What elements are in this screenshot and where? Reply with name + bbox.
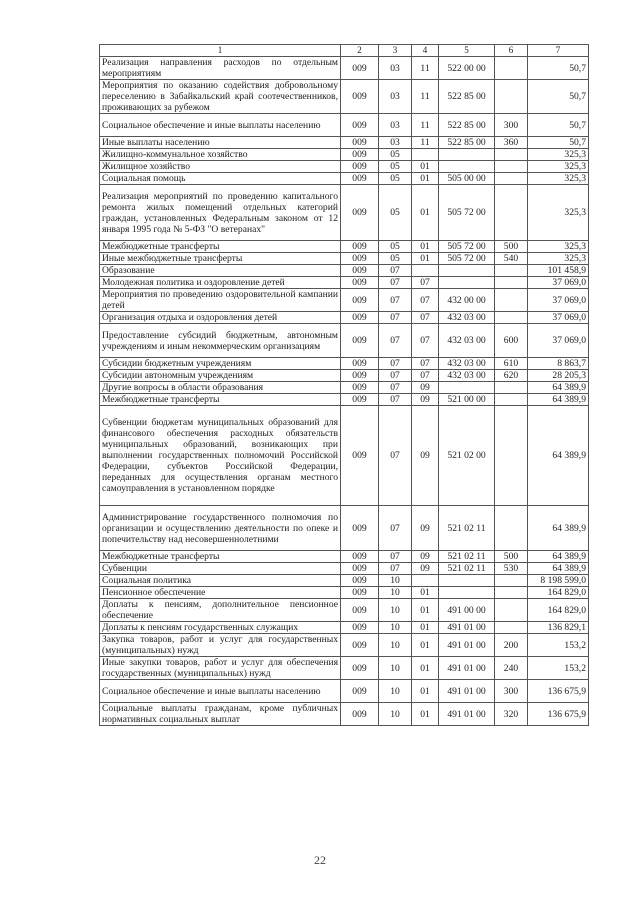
row-expense-type <box>495 57 528 80</box>
row-name: Предоставление субсидий бюджетным, автономным учреждениям и иным некоммерческим организациям <box>100 324 341 358</box>
row-name: Субвенции бюджетам муниципальных образований для финансового обеспечения расходных обязательств муниципальных образований, возникающих при выполнении государственных полномочий Российской Федерации, субъектов Российской Федерации, переданных для осуществления органам местного самоуправления в установленном порядке <box>100 406 341 506</box>
row-expense-type <box>495 394 528 406</box>
row-amount: 325,3 <box>528 161 589 173</box>
row-section-code: 07 <box>379 277 412 289</box>
row-subsection-code: 07 <box>412 358 439 370</box>
row-amount: 8 863,7 <box>528 358 589 370</box>
row-expense-type: 500 <box>495 551 528 563</box>
row-ministry-code: 009 <box>341 382 379 394</box>
table-row <box>100 149 589 161</box>
row-section-code: 05 <box>379 253 412 265</box>
header-cell-ministry: 2 <box>341 45 379 57</box>
row-name: Другие вопросы в области образования <box>100 382 341 394</box>
row-expense-type <box>495 149 528 161</box>
row-ministry-code: 009 <box>341 57 379 80</box>
row-subsection-code <box>412 575 439 587</box>
table-row <box>100 394 589 406</box>
row-ministry-code: 009 <box>341 241 379 253</box>
table-row <box>100 382 589 394</box>
row-expense-type <box>495 575 528 587</box>
row-target-article: 521 02 11 <box>439 551 495 563</box>
row-subsection-code: 01 <box>412 634 439 657</box>
row-section-code: 05 <box>379 241 412 253</box>
row-section-code: 03 <box>379 114 412 137</box>
row-ministry-code: 009 <box>341 680 379 703</box>
table-row <box>100 680 589 703</box>
row-amount: 325,3 <box>528 185 589 241</box>
row-ministry-code: 009 <box>341 265 379 277</box>
row-subsection-code: 01 <box>412 622 439 634</box>
row-name: Мероприятия по оказанию содействия добровольному переселению в Забайкальский край соотечественников, проживающих за рубежом <box>100 80 341 114</box>
table-row <box>100 599 589 622</box>
row-target-article: 491 01 00 <box>439 703 495 726</box>
row-target-article: 432 03 00 <box>439 370 495 382</box>
table-row <box>100 634 589 657</box>
row-name: Образование <box>100 265 341 277</box>
row-expense-type <box>495 622 528 634</box>
row-section-code: 10 <box>379 703 412 726</box>
row-subsection-code: 01 <box>412 185 439 241</box>
row-expense-type: 360 <box>495 137 528 149</box>
row-name: Жилищно-коммунальное хозяйство <box>100 149 341 161</box>
row-expense-type <box>495 382 528 394</box>
row-amount: 153,2 <box>528 634 589 657</box>
row-amount: 37 069,0 <box>528 324 589 358</box>
row-name: Иные межбюджетные трансферты <box>100 253 341 265</box>
row-section-code: 10 <box>379 634 412 657</box>
row-target-article: 491 01 00 <box>439 634 495 657</box>
row-subsection-code: 09 <box>412 506 439 551</box>
row-amount: 164 829,0 <box>528 587 589 599</box>
table-row <box>100 563 589 575</box>
row-section-code: 07 <box>379 358 412 370</box>
row-target-article: 432 03 00 <box>439 312 495 324</box>
row-ministry-code: 009 <box>341 324 379 358</box>
row-section-code: 07 <box>379 506 412 551</box>
row-expense-type: 600 <box>495 324 528 358</box>
table-row <box>100 114 589 137</box>
row-section-code: 10 <box>379 575 412 587</box>
row-section-code: 10 <box>379 657 412 680</box>
row-section-code: 03 <box>379 80 412 114</box>
row-ministry-code: 009 <box>341 406 379 506</box>
row-amount: 37 069,0 <box>528 277 589 289</box>
table-row <box>100 551 589 563</box>
row-section-code: 05 <box>379 149 412 161</box>
page-number: 22 <box>314 853 326 867</box>
row-target-article: 522 85 00 <box>439 114 495 137</box>
row-ministry-code: 009 <box>341 289 379 312</box>
row-ministry-code: 009 <box>341 277 379 289</box>
row-subsection-code: 11 <box>412 57 439 80</box>
row-ministry-code: 009 <box>341 358 379 370</box>
row-target-article <box>439 265 495 277</box>
row-name: Социальная политика <box>100 575 341 587</box>
row-section-code: 03 <box>379 57 412 80</box>
row-ministry-code: 009 <box>341 563 379 575</box>
row-section-code: 05 <box>379 173 412 185</box>
header-cell-subsection: 4 <box>412 45 439 57</box>
row-subsection-code: 07 <box>412 277 439 289</box>
row-name: Социальная помощь <box>100 173 341 185</box>
row-subsection-code: 09 <box>412 394 439 406</box>
row-subsection-code: 11 <box>412 80 439 114</box>
row-ministry-code: 009 <box>341 703 379 726</box>
row-target-article: 521 02 11 <box>439 563 495 575</box>
row-amount: 64 389,9 <box>528 506 589 551</box>
table-row <box>100 80 589 114</box>
row-subsection-code: 01 <box>412 161 439 173</box>
row-subsection-code: 11 <box>412 114 439 137</box>
row-section-code: 07 <box>379 312 412 324</box>
row-section-code: 07 <box>379 289 412 312</box>
row-expense-type <box>495 312 528 324</box>
row-amount: 136 675,9 <box>528 703 589 726</box>
row-amount: 8 198 599,0 <box>528 575 589 587</box>
row-expense-type <box>495 185 528 241</box>
row-expense-type <box>495 599 528 622</box>
row-section-code: 05 <box>379 161 412 173</box>
table-row <box>100 703 589 726</box>
row-name: Закупка товаров, работ и услуг для государственных (муниципальных) нужд <box>100 634 341 657</box>
table-row <box>100 575 589 587</box>
table-row <box>100 657 589 680</box>
row-ministry-code: 009 <box>341 587 379 599</box>
row-subsection-code: 01 <box>412 703 439 726</box>
row-ministry-code: 009 <box>341 173 379 185</box>
table-row <box>100 265 589 277</box>
row-ministry-code: 009 <box>341 506 379 551</box>
row-section-code: 03 <box>379 137 412 149</box>
table-row <box>100 358 589 370</box>
table-row <box>100 622 589 634</box>
row-subsection-code: 01 <box>412 680 439 703</box>
row-ministry-code: 009 <box>341 149 379 161</box>
row-name: Межбюджетные трансферты <box>100 241 341 253</box>
table-row <box>100 406 589 506</box>
row-name: Социальное обеспечение и иные выплаты населению <box>100 680 341 703</box>
header-cell-name: 1 <box>100 45 341 57</box>
row-target-article <box>439 161 495 173</box>
table-row <box>100 277 589 289</box>
row-expense-type: 300 <box>495 114 528 137</box>
header-cell-expense-type: 6 <box>495 45 528 57</box>
row-subsection-code: 01 <box>412 253 439 265</box>
row-name: Социальное обеспечение и иные выплаты населению <box>100 114 341 137</box>
table-row <box>100 185 589 241</box>
row-amount: 101 458,9 <box>528 265 589 277</box>
row-target-article: 491 01 00 <box>439 657 495 680</box>
row-name: Молодежная политика и оздоровление детей <box>100 277 341 289</box>
row-ministry-code: 009 <box>341 161 379 173</box>
row-section-code: 07 <box>379 382 412 394</box>
row-target-article: 521 02 11 <box>439 506 495 551</box>
row-subsection-code: 07 <box>412 370 439 382</box>
row-section-code: 07 <box>379 265 412 277</box>
row-name: Доплаты к пенсиям, дополнительное пенсионное обеспечение <box>100 599 341 622</box>
row-ministry-code: 009 <box>341 394 379 406</box>
row-section-code: 07 <box>379 563 412 575</box>
table-row <box>100 370 589 382</box>
row-ministry-code: 009 <box>341 312 379 324</box>
row-name: Межбюджетные трансферты <box>100 394 341 406</box>
row-amount: 64 389,9 <box>528 406 589 506</box>
row-expense-type <box>495 161 528 173</box>
row-section-code: 07 <box>379 324 412 358</box>
row-ministry-code: 009 <box>341 114 379 137</box>
row-target-article: 432 03 00 <box>439 358 495 370</box>
row-expense-type <box>495 173 528 185</box>
row-ministry-code: 009 <box>341 634 379 657</box>
row-expense-type <box>495 289 528 312</box>
table-row <box>100 587 589 599</box>
row-expense-type: 300 <box>495 680 528 703</box>
table-row <box>100 289 589 312</box>
row-expense-type <box>495 265 528 277</box>
row-ministry-code: 009 <box>341 599 379 622</box>
row-target-article: 522 85 00 <box>439 137 495 149</box>
row-name: Пенсионное обеспечение <box>100 587 341 599</box>
row-subsection-code <box>412 149 439 161</box>
row-expense-type: 530 <box>495 563 528 575</box>
row-target-article: 522 85 00 <box>439 80 495 114</box>
row-expense-type <box>495 506 528 551</box>
row-subsection-code: 01 <box>412 241 439 253</box>
row-target-article: 505 72 00 <box>439 253 495 265</box>
row-ministry-code: 009 <box>341 253 379 265</box>
row-name: Субсидии бюджетным учреждениям <box>100 358 341 370</box>
row-ministry-code: 009 <box>341 575 379 587</box>
row-target-article: 491 01 00 <box>439 680 495 703</box>
row-section-code: 10 <box>379 680 412 703</box>
row-name: Межбюджетные трансферты <box>100 551 341 563</box>
row-amount: 325,3 <box>528 241 589 253</box>
row-ministry-code: 009 <box>341 657 379 680</box>
row-amount: 64 389,9 <box>528 382 589 394</box>
row-ministry-code: 009 <box>341 370 379 382</box>
row-subsection-code: 09 <box>412 382 439 394</box>
row-target-article: 521 00 00 <box>439 394 495 406</box>
row-subsection-code: 01 <box>412 599 439 622</box>
row-target-article <box>439 587 495 599</box>
row-subsection-code: 07 <box>412 324 439 358</box>
row-subsection-code: 07 <box>412 312 439 324</box>
row-name: Субвенции <box>100 563 341 575</box>
row-subsection-code: 09 <box>412 406 439 506</box>
row-target-article: 522 00 00 <box>439 57 495 80</box>
row-expense-type: 320 <box>495 703 528 726</box>
row-amount: 50,7 <box>528 80 589 114</box>
row-ministry-code: 009 <box>341 137 379 149</box>
row-subsection-code: 11 <box>412 137 439 149</box>
row-amount: 325,3 <box>528 149 589 161</box>
row-name: Жилищное хозяйство <box>100 161 341 173</box>
row-expense-type <box>495 406 528 506</box>
header-cell-target-article: 5 <box>439 45 495 57</box>
row-expense-type: 610 <box>495 358 528 370</box>
row-name: Реализация направления расходов по отдельным мероприятиям <box>100 57 341 80</box>
row-target-article: 432 00 00 <box>439 289 495 312</box>
row-section-code: 07 <box>379 370 412 382</box>
row-ministry-code: 009 <box>341 622 379 634</box>
row-subsection-code <box>412 265 439 277</box>
row-target-article <box>439 149 495 161</box>
row-amount: 64 389,9 <box>528 563 589 575</box>
budget-table <box>99 44 589 726</box>
row-ministry-code: 009 <box>341 551 379 563</box>
row-amount: 325,3 <box>528 253 589 265</box>
table-row <box>100 506 589 551</box>
row-target-article <box>439 277 495 289</box>
table-row <box>100 57 589 80</box>
row-target-article: 505 00 00 <box>439 173 495 185</box>
row-section-code: 07 <box>379 394 412 406</box>
row-amount: 37 069,0 <box>528 289 589 312</box>
row-target-article: 491 01 00 <box>439 622 495 634</box>
row-name: Иные закупки товаров, работ и услуг для обеспечения государственных (муниципальных) нужд <box>100 657 341 680</box>
row-target-article: 432 03 00 <box>439 324 495 358</box>
row-subsection-code: 01 <box>412 587 439 599</box>
row-amount: 50,7 <box>528 137 589 149</box>
header-cell-section: 3 <box>379 45 412 57</box>
row-subsection-code: 07 <box>412 289 439 312</box>
table-row <box>100 137 589 149</box>
row-section-code: 10 <box>379 622 412 634</box>
row-target-article: 491 00 00 <box>439 599 495 622</box>
row-section-code: 05 <box>379 185 412 241</box>
row-target-article: 521 02 00 <box>439 406 495 506</box>
row-target-article <box>439 382 495 394</box>
row-expense-type <box>495 80 528 114</box>
row-amount: 37 069,0 <box>528 312 589 324</box>
table-row <box>100 253 589 265</box>
row-name: Организация отдыха и оздоровления детей <box>100 312 341 324</box>
row-amount: 136 675,9 <box>528 680 589 703</box>
row-name: Реализация мероприятий по проведению капитального ремонта жилых помещений отдельных категорий граждан, установленных Федеральным законом от 12 января 1995 года № 5-ФЗ "О ветеранах" <box>100 185 341 241</box>
row-amount: 153,2 <box>528 657 589 680</box>
row-subsection-code: 09 <box>412 563 439 575</box>
row-subsection-code: 01 <box>412 657 439 680</box>
row-expense-type: 500 <box>495 241 528 253</box>
row-amount: 164 829,0 <box>528 599 589 622</box>
row-expense-type <box>495 277 528 289</box>
table-row <box>100 312 589 324</box>
row-name: Субсидии автономным учреждениям <box>100 370 341 382</box>
row-section-code: 10 <box>379 587 412 599</box>
row-section-code: 07 <box>379 406 412 506</box>
row-amount: 50,7 <box>528 114 589 137</box>
row-target-article: 505 72 00 <box>439 185 495 241</box>
row-amount: 64 389,9 <box>528 551 589 563</box>
row-amount: 28 205,3 <box>528 370 589 382</box>
row-subsection-code: 09 <box>412 551 439 563</box>
row-expense-type: 200 <box>495 634 528 657</box>
row-expense-type: 540 <box>495 253 528 265</box>
table-row <box>100 173 589 185</box>
row-name: Иные выплаты населению <box>100 137 341 149</box>
header-cell-amount: 7 <box>528 45 589 57</box>
row-ministry-code: 009 <box>341 185 379 241</box>
row-amount: 325,3 <box>528 173 589 185</box>
table-header-row <box>100 45 589 57</box>
row-expense-type: 240 <box>495 657 528 680</box>
row-amount: 136 829,1 <box>528 622 589 634</box>
row-section-code: 10 <box>379 599 412 622</box>
row-section-code: 07 <box>379 551 412 563</box>
row-name: Администрирование государственного полномочия по организации и осуществлению деятельности по опеке и попечительству над несовершеннолетними <box>100 506 341 551</box>
row-name: Социальные выплаты гражданам, кроме публичных нормативных социальных выплат <box>100 703 341 726</box>
row-name: Мероприятия по проведению оздоровительной кампании детей <box>100 289 341 312</box>
row-target-article: 505 72 00 <box>439 241 495 253</box>
row-amount: 64 389,9 <box>528 394 589 406</box>
row-name: Доплаты к пенсиям государственных служащих <box>100 622 341 634</box>
row-expense-type: 620 <box>495 370 528 382</box>
row-amount: 50,7 <box>528 57 589 80</box>
table-row <box>100 324 589 358</box>
row-expense-type <box>495 587 528 599</box>
row-target-article <box>439 575 495 587</box>
table-row <box>100 161 589 173</box>
row-ministry-code: 009 <box>341 80 379 114</box>
table-row <box>100 241 589 253</box>
row-subsection-code: 01 <box>412 173 439 185</box>
